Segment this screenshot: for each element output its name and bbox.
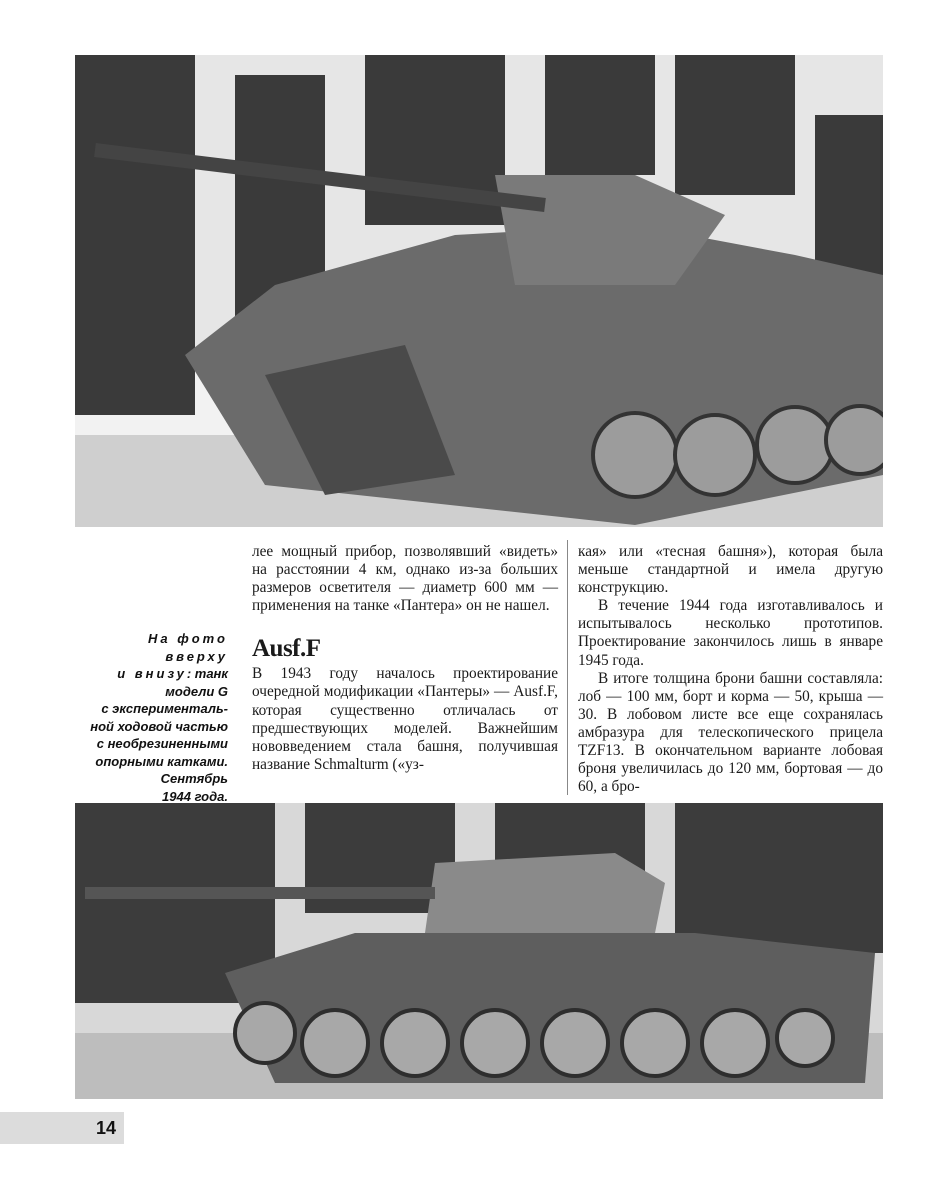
caption-line: 1944 года.	[162, 788, 228, 804]
caption-line: модели G	[165, 683, 228, 699]
paragraph: кая» или «тесная башня»), которая была меньше стандартной и имела другую конструкцию.	[578, 543, 883, 597]
caption-line: На фото	[147, 631, 228, 646]
paragraph: В 1943 году началось проектирование очередной модификации «Пантеры» — Ausf.F, которая существенно отличалась от предшествующих моделей. Важнейшим нововведением стала башня, получившая название Schmalturm («уз-	[252, 665, 558, 773]
text-column-1	[252, 543, 558, 774]
caption-line: : танк	[186, 666, 228, 681]
caption-line: вверху	[165, 648, 228, 664]
photo-tank-side-view	[75, 803, 883, 1099]
photo-caption	[70, 630, 228, 805]
photo-tank-front-view	[75, 55, 883, 527]
text-column-2	[578, 543, 883, 796]
paragraph: лее мощный прибор, позволявший «видеть» на расстоянии 4 км, однако из-за больших размеров осветителя — диаметр 600 мм — применения на танке «Пантера» он не нашел.	[252, 543, 558, 615]
caption-line: и внизу	[117, 666, 187, 681]
paragraph: В течение 1944 года изготавливалось и испытывалось несколько прототипов. Проектирование закончилось лишь в январе 1945 года.	[578, 597, 883, 669]
caption-line: с эксперименталь-	[101, 701, 228, 716]
section-heading: Ausf.F	[252, 635, 321, 663]
page-number: 14	[95, 1118, 116, 1138]
caption-line: опорными катками.	[95, 753, 228, 769]
caption-line: ной ходовой частью	[90, 718, 228, 734]
caption-line: Сентябрь	[160, 771, 228, 786]
page-number-bar	[0, 1112, 124, 1144]
paragraph: В итоге толщина брони башни составляла: лоб — 100 мм, борт и корма — 50, крыша — 30. В лобовом листе все еще сохранялась амбразура для телескопического прицела TZF13. В окончательном варианте лобовая броня увеличилась до 120 мм, бортовая — до 60, а бро-	[578, 669, 883, 796]
caption-line: с необрезиненными	[96, 736, 228, 751]
column-divider	[567, 540, 568, 795]
